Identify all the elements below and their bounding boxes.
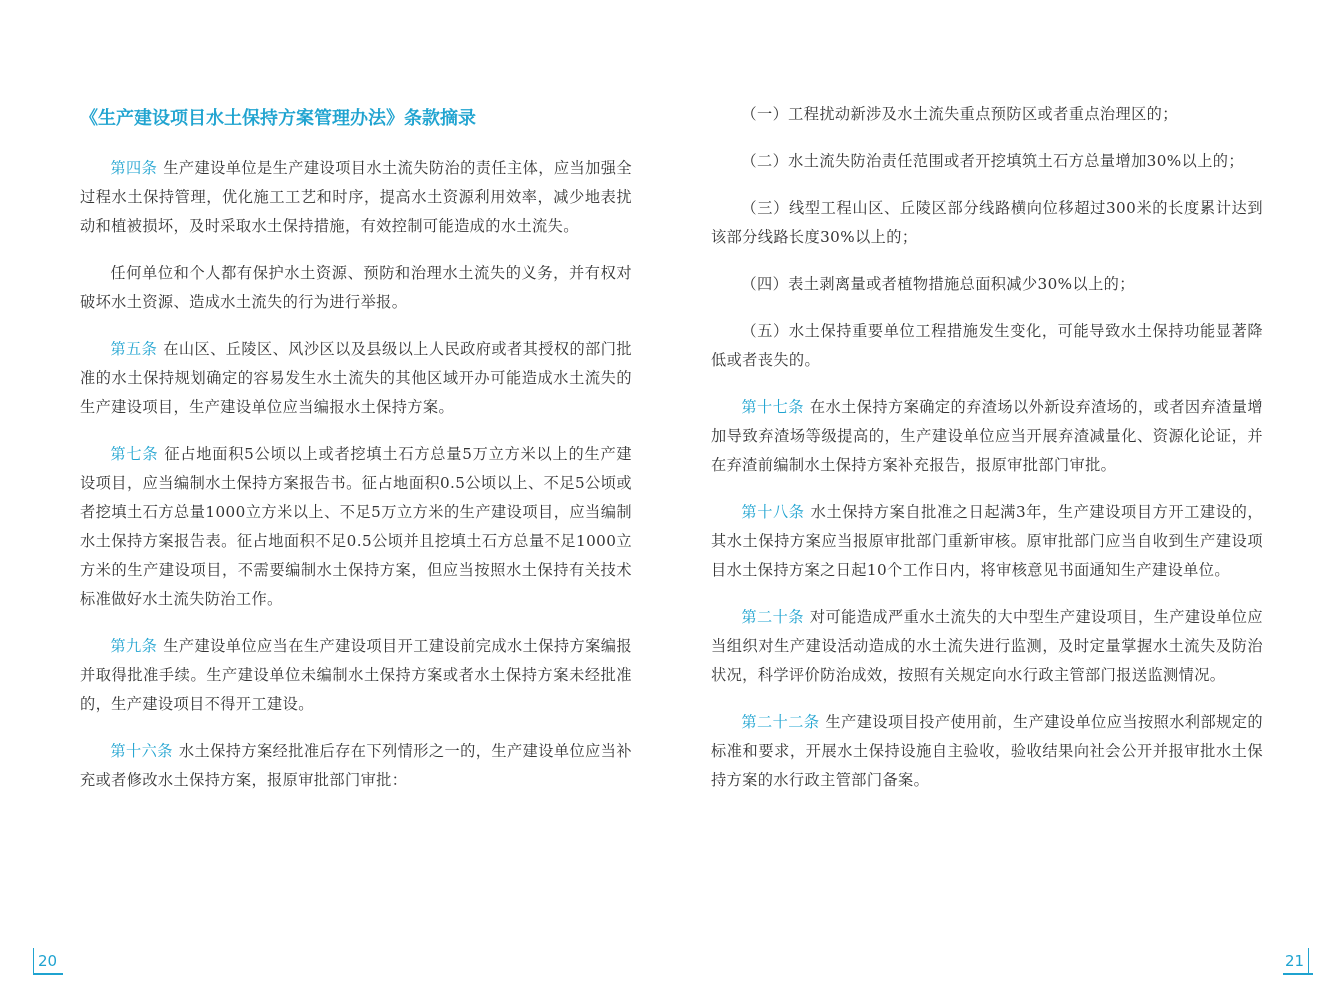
- article-number: 第十八条: [741, 503, 805, 521]
- article-paragraph: [80, 440, 632, 614]
- article-number: 第二十条: [741, 608, 804, 626]
- article-number: 第七条: [110, 445, 159, 463]
- article-paragraph: [711, 498, 1263, 585]
- article-paragraph: [80, 259, 632, 317]
- clause-text: （四）表土剥离量或者植物措施总面积减少30%以上的；: [741, 275, 1135, 293]
- clause-item: [711, 270, 1263, 299]
- left-page: [80, 100, 632, 813]
- article-number: 第十六条: [110, 742, 173, 760]
- article-number: 第二十二条: [741, 713, 820, 731]
- page-number-right: 21: [1285, 948, 1309, 974]
- article-text: 任何单位和个人都有保护水土资源、预防和治理水土流失的义务，并有权对破坏水土资源、造成水土流失的行为进行举报。: [80, 264, 632, 311]
- clause-item: [711, 147, 1263, 176]
- article-text: 征占地面积5公顷以上或者挖填土石方总量5万立方米以上的生产建设项目，应当编制水土保持方案报告书。征占地面积0.5公顷以上、不足5公顷或者挖填土石方总量1000立方米以上、不足5万立方米的生产建设项目，应当编制水土保持方案报告表。征占地面积不足0.5公顷并且挖填土石方总量不足1000立方米的生产建设项目，不需要编制水土保持方案，但应当按照水土保持有关技术标准做好水土流失防治工作。: [80, 445, 633, 608]
- article-text: 生产建设单位应当在生产建设项目开工建设前完成水土保持方案编报并取得批准手续。生产建设单位未编制水土保持方案或者水土保持方案未经批准的，生产建设项目不得开工建设。: [80, 637, 633, 713]
- article-text: 对可能造成严重水土流失的大中型生产建设项目，生产建设单位应当组织对生产建设活动造成的水土流失进行监测，及时定量掌握水土流失及防治状况，科学评价防治成效，按照有关规定向水行政主管部门报送监测情况。: [711, 608, 1263, 684]
- article-text: 生产建设单位是生产建设项目水土流失防治的责任主体，应当加强全过程水土保持管理，优化施工工艺和时序，提高水土资源利用效率，减少地表扰动和植被损坏，及时采取水土保持措施，有效控制可能造成的水土流失。: [80, 159, 633, 235]
- clause-text: （三）线型工程山区、丘陵区部分线路横向位移超过300米的长度累计达到该部分线路长度30%以上的；: [711, 199, 1263, 246]
- article-paragraph: [711, 708, 1263, 795]
- clause-item: [711, 317, 1263, 375]
- clause-item: [711, 194, 1263, 252]
- clause-text: （一）工程扰动新涉及水土流失重点预防区或者重点治理区的；: [741, 105, 1178, 123]
- article-text: 在水土保持方案确定的弃渣场以外新设弃渣场的，或者因弃渣量增加导致弃渣场等级提高的，生产建设单位应当开展弃渣减量化、资源化论证，并在弃渣前编制水土保持方案补充报告，报原审批部门审批。: [711, 398, 1263, 474]
- clause-text: （五）水土保持重要单位工程措施发生变化，可能导致水土保持功能显著降低或者丧失的。: [711, 322, 1263, 369]
- article-paragraph: [80, 335, 632, 422]
- article-text: 水土保持方案经批准后存在下列情形之一的，生产建设单位应当补充或者修改水土保持方案，报原审批部门审批：: [80, 742, 632, 789]
- clause-item: [711, 100, 1263, 129]
- article-text: 水土保持方案自批准之日起满3年，生产建设项目方开工建设的，其水土保持方案应当报原审批部门重新审核。原审批部门应当自收到生产建设项目水土保持方案之日起10个工作日内，将审核意见书面通知生产建设单位。: [711, 503, 1263, 579]
- article-paragraph: [711, 393, 1263, 480]
- article-number: 第九条: [110, 637, 158, 655]
- article-text: 生产建设项目投产使用前，生产建设单位应当按照水利部规定的标准和要求，开展水土保持设施自主验收，验收结果向社会公开并报审批水土保持方案的水行政主管部门备案。: [711, 713, 1264, 789]
- article-paragraph: [80, 737, 632, 795]
- clause-text: （二）水土流失防治责任范围或者开挖填筑土石方总量增加30%以上的；: [741, 152, 1244, 170]
- page-number-right-underline: [1283, 973, 1313, 975]
- article-paragraph: [80, 632, 632, 719]
- article-number: 第四条: [110, 159, 158, 177]
- article-paragraph: [80, 154, 632, 241]
- article-text: 在山区、丘陵区、风沙区以及县级以上人民政府或者其授权的部门批准的水土保持规划确定的容易发生水土流失的其他区域开办可能造成水土流失的生产建设项目，生产建设单位应当编报水土保持方案。: [80, 340, 633, 416]
- article-paragraph: [711, 603, 1263, 690]
- article-number: 第五条: [110, 340, 158, 358]
- page-number-left-underline: [33, 973, 63, 975]
- page-number-left: 20: [33, 948, 57, 974]
- section-heading: 《生产建设项目水土保持方案管理办法》条款摘录: [80, 108, 476, 129]
- right-page: [711, 100, 1263, 813]
- article-number: 第十七条: [741, 398, 804, 416]
